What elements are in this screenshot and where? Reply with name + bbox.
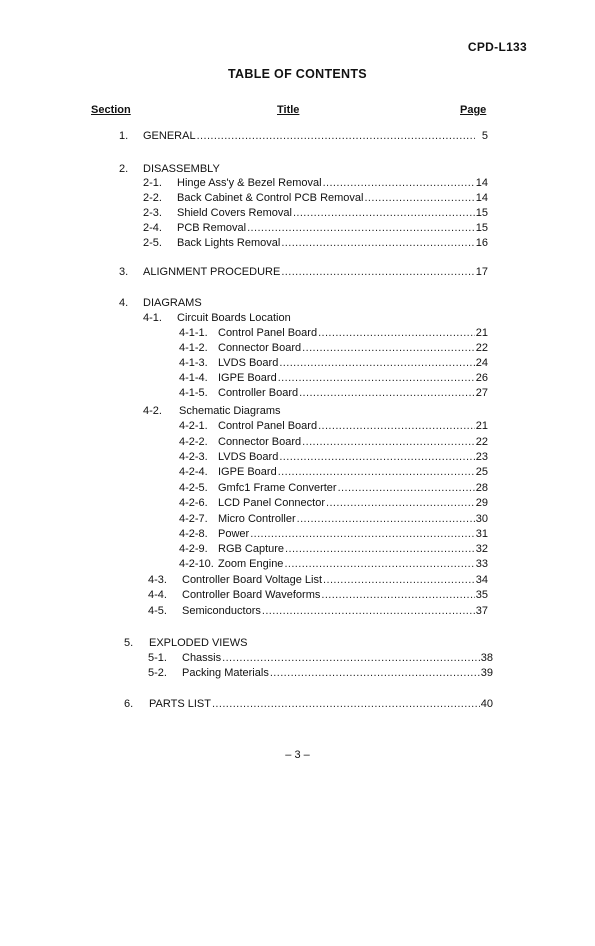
- toc-page: 35: [475, 589, 488, 601]
- toc-number: 4-2-5.: [179, 482, 208, 494]
- toc-title: Power: [218, 528, 250, 540]
- toc-title: Back Cabinet & Control PCB Removal: [177, 192, 364, 204]
- toc-entry: [179, 341, 488, 355]
- toc-title: Connector Board: [218, 436, 302, 448]
- toc-title: PARTS LIST: [149, 698, 211, 710]
- leader-dots: [250, 527, 475, 541]
- toc-page: 27: [475, 387, 488, 399]
- toc-entry: [179, 465, 488, 479]
- toc-entry: [143, 236, 488, 250]
- toc-entry: [179, 512, 488, 526]
- toc-number: 4-5.: [148, 605, 167, 617]
- toc-entry: [179, 450, 488, 464]
- column-header-section: Section: [91, 104, 131, 116]
- toc-page: 26: [475, 372, 488, 384]
- toc-number: 6.: [124, 698, 134, 710]
- toc-number: 4-1.: [143, 312, 162, 324]
- toc-title: Micro Controller: [218, 513, 296, 525]
- toc-number: 4-2-8.: [179, 528, 208, 540]
- leader-dots: [326, 496, 475, 510]
- toc-entry: [119, 162, 488, 176]
- toc-title: LVDS Board: [218, 357, 279, 369]
- toc-number: 4-2-3.: [179, 451, 208, 463]
- toc-title: Control Panel Board: [218, 327, 318, 339]
- toc-title: LCD Panel Connector: [218, 497, 326, 509]
- leader-dots: [279, 450, 474, 464]
- leader-dots: [338, 481, 475, 495]
- toc-number: 2-1.: [143, 177, 162, 189]
- leader-dots: [270, 666, 480, 680]
- toc-title: Zoom Engine: [218, 558, 284, 570]
- toc-title: Controller Board Waveforms: [182, 589, 321, 601]
- toc-entry: [119, 296, 488, 310]
- leader-dots: [284, 557, 474, 571]
- toc-number: 4-2-10.: [179, 558, 214, 570]
- leader-dots: [281, 265, 474, 279]
- toc-page: 40: [480, 698, 493, 710]
- toc-page: 39: [480, 667, 493, 679]
- toc-entry: [179, 557, 488, 571]
- toc-number: 2-3.: [143, 207, 162, 219]
- toc-page: 23: [475, 451, 488, 463]
- toc-entry: [119, 129, 488, 143]
- toc-entry: [124, 697, 493, 711]
- toc-page: 14: [475, 192, 488, 204]
- toc-page: 5: [481, 130, 488, 142]
- toc-page: 16: [475, 237, 488, 249]
- leader-dots: [364, 191, 474, 205]
- toc-number: 4-2-1.: [179, 420, 208, 432]
- toc-entry: [143, 191, 488, 205]
- leader-dots: [297, 512, 475, 526]
- toc-number: 2-2.: [143, 192, 162, 204]
- toc-title: Circuit Boards Location: [177, 312, 291, 324]
- toc-number: 4-4.: [148, 589, 167, 601]
- toc-title: Control Panel Board: [218, 420, 318, 432]
- toc-entry: [179, 419, 488, 433]
- toc-entry: [179, 496, 488, 510]
- toc-number: 2-4.: [143, 222, 162, 234]
- toc-title: Semiconductors: [182, 605, 261, 617]
- toc-number: 5.: [124, 637, 134, 649]
- toc-number: 4-1-1.: [179, 327, 208, 339]
- toc-entry: [179, 356, 488, 370]
- toc-page: 32: [475, 543, 488, 555]
- leader-dots: [278, 465, 475, 479]
- leader-dots: [299, 386, 475, 400]
- toc-entry: [143, 206, 488, 220]
- leader-dots: [197, 129, 475, 143]
- toc-number: 4-2-6.: [179, 497, 208, 509]
- toc-entry: [119, 265, 488, 279]
- toc-page: 17: [475, 266, 488, 278]
- toc-entry: [148, 651, 493, 665]
- toc-entry: [179, 481, 488, 495]
- toc-page: 38: [480, 652, 493, 664]
- toc-entry: [143, 221, 488, 235]
- toc-title: Back Lights Removal: [177, 237, 281, 249]
- toc-entry: [179, 435, 488, 449]
- toc-page: 22: [475, 436, 488, 448]
- toc-title: Packing Materials: [182, 667, 269, 679]
- leader-dots: [302, 341, 475, 355]
- toc-page: 14: [475, 177, 488, 189]
- toc-number: 4-2-2.: [179, 436, 208, 448]
- toc-title: RGB Capture: [218, 543, 285, 555]
- leader-dots: [278, 371, 475, 385]
- toc-title: EXPLODED VIEWS: [149, 637, 248, 649]
- model-number: CPD-L133: [467, 40, 527, 54]
- toc-entry: [148, 604, 488, 618]
- leader-dots: [279, 356, 474, 370]
- leader-dots: [323, 573, 475, 587]
- toc-title: PCB Removal: [177, 222, 247, 234]
- toc-entry: [179, 542, 488, 556]
- toc-number: 2-5.: [143, 237, 162, 249]
- toc-title: Chassis: [182, 652, 222, 664]
- leader-dots: [318, 326, 475, 340]
- toc-page: 22: [475, 342, 488, 354]
- leader-dots: [247, 221, 475, 235]
- toc-page: 28: [475, 482, 488, 494]
- toc-number: 4-2-7.: [179, 513, 208, 525]
- toc-title: Connector Board: [218, 342, 302, 354]
- toc-page: 37: [475, 605, 488, 617]
- toc-number: 3.: [119, 266, 129, 278]
- column-header-title: Title: [277, 104, 300, 116]
- toc-page: 21: [475, 327, 488, 339]
- toc-entry: [179, 371, 488, 385]
- toc-title: Controller Board Voltage List: [182, 574, 323, 586]
- toc-title: IGPE Board: [218, 466, 277, 478]
- toc-number: 4-3.: [148, 574, 167, 586]
- toc-number: 4-2-9.: [179, 543, 208, 555]
- leader-dots: [281, 236, 474, 250]
- toc-entry: [179, 386, 488, 400]
- toc-number: 4.: [119, 297, 129, 309]
- toc-title: Gmfc1 Frame Converter: [218, 482, 337, 494]
- toc-number: 1.: [119, 130, 129, 142]
- toc-title: Shield Covers Removal: [177, 207, 292, 219]
- toc-entry: [143, 404, 488, 418]
- toc-entry: [148, 666, 493, 680]
- toc-entry: [143, 176, 488, 190]
- toc-title: ALIGNMENT PROCEDURE: [143, 266, 281, 278]
- leader-dots: [293, 206, 475, 220]
- toc-title: Hinge Ass'y & Bezel Removal: [177, 177, 322, 189]
- column-header-page: Page: [460, 104, 487, 116]
- toc-page: 25: [475, 466, 488, 478]
- leader-dots: [318, 419, 475, 433]
- toc-page: 24: [475, 357, 488, 369]
- toc-number: 4-2-4.: [179, 466, 208, 478]
- toc-page: 21: [475, 420, 488, 432]
- toc-title: IGPE Board: [218, 372, 277, 384]
- toc-number: 2.: [119, 163, 129, 175]
- toc-page: 29: [475, 497, 488, 509]
- toc-page: 34: [475, 574, 488, 586]
- toc-page: 31: [475, 528, 488, 540]
- toc-number: 4-1-4.: [179, 372, 208, 384]
- toc-title: GENERAL: [143, 130, 196, 142]
- toc-entry: [179, 326, 488, 340]
- toc-page: 15: [475, 222, 488, 234]
- toc-number: 5-1.: [148, 652, 167, 664]
- toc-number: 4-1-5.: [179, 387, 208, 399]
- leader-dots: [262, 604, 475, 618]
- toc-title: Controller Board: [218, 387, 299, 399]
- toc-entry: [148, 588, 488, 602]
- page-number: – 3 –: [285, 749, 310, 761]
- toc-entry: [124, 636, 488, 650]
- toc-number: 4-1-3.: [179, 357, 208, 369]
- leader-dots: [321, 588, 474, 602]
- toc-number: 4-1-2.: [179, 342, 208, 354]
- toc-page: 15: [475, 207, 488, 219]
- leader-dots: [212, 697, 480, 711]
- toc-page: 30: [475, 513, 488, 525]
- toc-title: Schematic Diagrams: [179, 405, 281, 417]
- leader-dots: [285, 542, 475, 556]
- leader-dots: [302, 435, 475, 449]
- toc-number: 5-2.: [148, 667, 167, 679]
- page-title: TABLE OF CONTENTS: [228, 67, 367, 81]
- toc-entry: [179, 527, 488, 541]
- toc-title: DIAGRAMS: [143, 297, 202, 309]
- toc-entry: [148, 573, 488, 587]
- toc-page: 33: [475, 558, 488, 570]
- toc-title: DISASSEMBLY: [143, 163, 220, 175]
- leader-dots: [222, 651, 480, 665]
- toc-number: 4-2.: [143, 405, 162, 417]
- leader-dots: [323, 176, 475, 190]
- toc-entry: [143, 311, 488, 325]
- toc-title: LVDS Board: [218, 451, 279, 463]
